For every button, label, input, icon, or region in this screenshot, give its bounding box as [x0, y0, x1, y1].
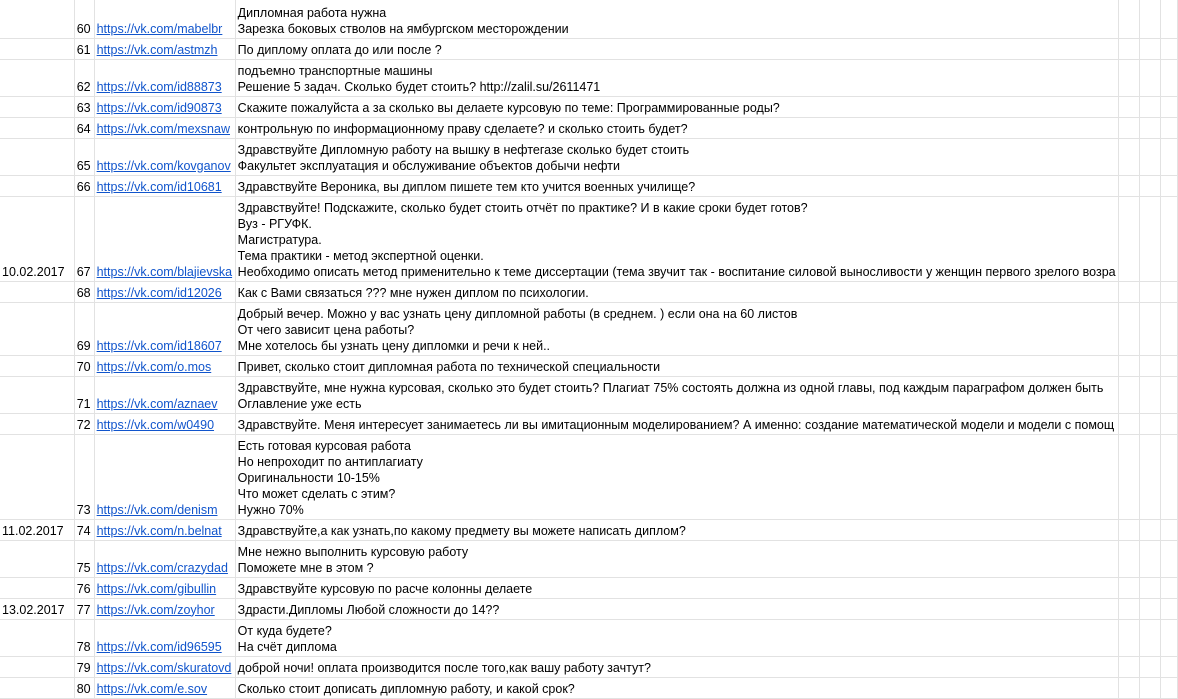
message-cell[interactable]: [235, 519, 1118, 540]
message-line: Как с Вами связаться ??? мне нужен диплом по психологии.: [237, 285, 589, 300]
empty-cell[interactable]: [1118, 656, 1139, 677]
date-cell[interactable]: [0, 96, 74, 117]
empty-cell[interactable]: [1118, 677, 1139, 698]
profile-link[interactable]: https://vk.com/mabelbr: [96, 21, 223, 36]
empty-cell[interactable]: [1139, 138, 1160, 175]
message-cell[interactable]: [235, 355, 1118, 376]
empty-cell[interactable]: [1118, 196, 1139, 281]
message-cell[interactable]: [235, 656, 1118, 677]
empty-cell[interactable]: [1139, 96, 1160, 117]
link-cell[interactable]: [94, 413, 235, 434]
table-row: [0, 656, 1178, 677]
empty-cell[interactable]: [1139, 540, 1160, 577]
number-cell[interactable]: 60: [74, 0, 94, 38]
message-cell[interactable]: [235, 413, 1118, 434]
table-row: [0, 138, 1178, 175]
link-cell[interactable]: [94, 281, 235, 302]
empty-cell[interactable]: [1118, 598, 1139, 619]
link-cell[interactable]: [94, 619, 235, 656]
link-cell[interactable]: [94, 355, 235, 376]
empty-cell[interactable]: [1161, 656, 1178, 677]
date-cell[interactable]: [0, 413, 74, 434]
number-cell[interactable]: 61: [74, 38, 94, 59]
empty-cell[interactable]: [1161, 302, 1178, 355]
number-cell[interactable]: 65: [74, 138, 94, 175]
empty-cell[interactable]: [1139, 59, 1160, 96]
empty-cell[interactable]: [1139, 519, 1160, 540]
empty-cell[interactable]: [1139, 619, 1160, 656]
empty-cell[interactable]: [1161, 138, 1178, 175]
date-cell[interactable]: [0, 38, 74, 59]
profile-link[interactable]: https://vk.com/id12026: [96, 285, 222, 300]
empty-cell[interactable]: [1139, 175, 1160, 196]
table-row: [0, 38, 1178, 59]
empty-cell[interactable]: [1118, 434, 1139, 519]
empty-cell[interactable]: [1161, 434, 1178, 519]
empty-cell[interactable]: [1161, 540, 1178, 577]
number-cell[interactable]: 68: [74, 281, 94, 302]
table-row: [0, 376, 1178, 413]
message-cell[interactable]: [235, 619, 1118, 656]
message-line: Дипломная работа нужна: [237, 5, 387, 20]
link-cell[interactable]: [94, 138, 235, 175]
message-cell[interactable]: [235, 434, 1118, 519]
empty-cell[interactable]: [1118, 519, 1139, 540]
number-cell[interactable]: 62: [74, 59, 94, 96]
empty-cell[interactable]: [1139, 376, 1160, 413]
empty-cell[interactable]: [1161, 38, 1178, 59]
date-cell[interactable]: [0, 302, 74, 355]
message-line: Зарезка боковых стволов на ямбургском месторождении: [237, 21, 569, 36]
table-row: [0, 355, 1178, 376]
table-row: [0, 0, 1178, 38]
empty-cell[interactable]: [1139, 38, 1160, 59]
message-line: Здравствуйте Вероника, вы диплом пишете тем кто учится военных училище?: [237, 179, 696, 194]
profile-link[interactable]: https://vk.com/e.sov: [96, 681, 208, 696]
message-line: Вуз - РГУФК.: [237, 216, 312, 231]
empty-cell[interactable]: [1118, 355, 1139, 376]
message-line: Но непроходит по антиплагиату: [237, 454, 423, 469]
message-line: От чего зависит цена работы?: [237, 322, 415, 337]
empty-cell[interactable]: [1118, 175, 1139, 196]
message-cell[interactable]: [235, 117, 1118, 138]
number-cell[interactable]: 67: [74, 196, 94, 281]
empty-cell[interactable]: [1139, 413, 1160, 434]
message-cell[interactable]: [235, 196, 1118, 281]
message-cell[interactable]: [235, 376, 1118, 413]
empty-cell[interactable]: [1139, 598, 1160, 619]
message-line: Оглавление уже есть: [237, 396, 362, 411]
profile-link[interactable]: https://vk.com/o.mos: [96, 359, 212, 374]
empty-cell[interactable]: [1161, 619, 1178, 656]
date-cell[interactable]: [0, 540, 74, 577]
message-line: Здравствуйте, мне нужна курсовая, сколько это будет стоить? Плагиат 75% состоять должна из одной главы, под каждым параграфом должен быть: [237, 380, 1104, 395]
date-cell[interactable]: [0, 434, 74, 519]
number-cell[interactable]: 70: [74, 355, 94, 376]
table-row: [0, 281, 1178, 302]
empty-cell[interactable]: [1139, 117, 1160, 138]
empty-cell[interactable]: [1139, 196, 1160, 281]
empty-cell[interactable]: [1118, 38, 1139, 59]
number-cell[interactable]: 63: [74, 96, 94, 117]
empty-cell[interactable]: [1118, 96, 1139, 117]
profile-link[interactable]: https://vk.com/id18607: [96, 338, 222, 353]
empty-cell[interactable]: [1118, 540, 1139, 577]
message-line: Тема практики - метод экспертной оценки.: [237, 248, 484, 263]
message-line: Здравствуйте Дипломную работу на вышку в нефтегазе сколько будет стоить: [237, 142, 690, 157]
empty-cell[interactable]: [1161, 355, 1178, 376]
link-cell[interactable]: [94, 59, 235, 96]
date-cell[interactable]: [0, 117, 74, 138]
number-cell[interactable]: 77: [74, 598, 94, 619]
profile-link[interactable]: https://vk.com/kovganov: [96, 158, 231, 173]
message-line: подъемно транспортные машины: [237, 63, 433, 78]
link-cell[interactable]: [94, 175, 235, 196]
empty-cell[interactable]: [1161, 677, 1178, 698]
date-cell[interactable]: 10.02.2017: [0, 196, 74, 281]
table-row: [0, 413, 1178, 434]
number-cell[interactable]: 66: [74, 175, 94, 196]
empty-cell[interactable]: [1161, 59, 1178, 96]
date-cell[interactable]: 11.02.2017: [0, 519, 74, 540]
link-cell[interactable]: [94, 376, 235, 413]
number-cell[interactable]: 75: [74, 540, 94, 577]
message-line: Магистратура.: [237, 232, 322, 247]
profile-link[interactable]: https://vk.com/n.belnat: [96, 523, 222, 538]
profile-link[interactable]: https://vk.com/denism: [96, 502, 218, 517]
profile-link[interactable]: https://vk.com/astmzh: [96, 42, 218, 57]
empty-cell[interactable]: [1118, 138, 1139, 175]
empty-cell[interactable]: [1118, 577, 1139, 598]
profile-link[interactable]: https://vk.com/id90873: [96, 100, 222, 115]
number-cell[interactable]: 73: [74, 434, 94, 519]
table-row: [0, 434, 1178, 519]
link-cell[interactable]: [94, 677, 235, 698]
empty-cell[interactable]: [1118, 0, 1139, 38]
number-cell[interactable]: 78: [74, 619, 94, 656]
empty-cell[interactable]: [1161, 0, 1178, 38]
date-cell[interactable]: [0, 59, 74, 96]
link-cell[interactable]: [94, 519, 235, 540]
empty-cell[interactable]: [1139, 434, 1160, 519]
link-cell[interactable]: [94, 302, 235, 355]
empty-cell[interactable]: [1161, 175, 1178, 196]
message-cell[interactable]: [235, 96, 1118, 117]
message-line: На счёт диплома: [237, 639, 337, 654]
empty-cell[interactable]: [1161, 376, 1178, 413]
message-line: По диплому оплата до или после ?: [237, 42, 442, 57]
message-line: Что может сделать с этим?: [237, 486, 396, 501]
message-line: Мне нежно выполнить курсовую работу: [237, 544, 469, 559]
empty-cell[interactable]: [1118, 281, 1139, 302]
message-cell[interactable]: [235, 540, 1118, 577]
date-cell[interactable]: [0, 175, 74, 196]
link-cell[interactable]: [94, 38, 235, 59]
empty-cell[interactable]: [1161, 598, 1178, 619]
number-cell[interactable]: 64: [74, 117, 94, 138]
link-cell[interactable]: [94, 577, 235, 598]
table-row: [0, 519, 1178, 540]
date-cell[interactable]: [0, 619, 74, 656]
message-line: Поможете мне в этом ?: [237, 560, 374, 575]
number-cell[interactable]: 74: [74, 519, 94, 540]
table-row: [0, 175, 1178, 196]
empty-cell[interactable]: [1161, 117, 1178, 138]
date-cell[interactable]: [0, 677, 74, 698]
link-cell[interactable]: [94, 0, 235, 38]
date-cell[interactable]: [0, 355, 74, 376]
profile-link[interactable]: https://vk.com/id10681: [96, 179, 222, 194]
table-row: [0, 302, 1178, 355]
empty-cell[interactable]: [1118, 376, 1139, 413]
number-cell[interactable]: 71: [74, 376, 94, 413]
message-line: Оригинальности 10-15%: [237, 470, 380, 485]
empty-cell[interactable]: [1161, 96, 1178, 117]
table-row: [0, 96, 1178, 117]
message-line: Скажите пожалуйста а за сколько вы делаете курсовую по теме: Программированные роды?: [237, 100, 780, 115]
link-cell[interactable]: [94, 196, 235, 281]
table-row: [0, 59, 1178, 96]
message-line: Нужно 70%: [237, 502, 304, 517]
message-line: Сколько стоит дописать дипломную работу, и какой срок?: [237, 681, 575, 696]
date-cell[interactable]: [0, 376, 74, 413]
empty-cell[interactable]: [1139, 577, 1160, 598]
number-cell[interactable]: 72: [74, 413, 94, 434]
date-cell[interactable]: 13.02.2017: [0, 598, 74, 619]
profile-link[interactable]: https://vk.com/mexsnaw: [96, 121, 230, 136]
message-line: Решение 5 задач. Сколько будет стоить? http://zalil.su/2611471: [237, 79, 601, 94]
message-cell[interactable]: [235, 175, 1118, 196]
message-line: Мне хотелось бы узнать цену дипломки и речи к ней..: [237, 338, 551, 353]
message-cell[interactable]: [235, 598, 1118, 619]
table-row: [0, 619, 1178, 656]
empty-cell[interactable]: [1118, 302, 1139, 355]
profile-link[interactable]: https://vk.com/id96595: [96, 639, 222, 654]
link-cell[interactable]: [94, 96, 235, 117]
table-row: [0, 540, 1178, 577]
profile-link[interactable]: https://vk.com/crazydad: [96, 560, 228, 575]
message-line: От куда будете?: [237, 623, 332, 638]
date-cell[interactable]: [0, 0, 74, 38]
table-row: [0, 117, 1178, 138]
message-cell[interactable]: [235, 677, 1118, 698]
profile-link[interactable]: https://vk.com/skuratovd: [96, 660, 232, 675]
message-line: Здравствуйте. Меня интересует занимаетесь ли вы имитационным моделированием? А именно: создание математической модели и модели с помощ: [237, 417, 1115, 432]
empty-cell[interactable]: [1139, 0, 1160, 38]
empty-cell[interactable]: [1118, 59, 1139, 96]
date-cell[interactable]: [0, 577, 74, 598]
empty-cell[interactable]: [1161, 196, 1178, 281]
message-line: Здрасти.Дипломы Любой сложности до 14??: [237, 602, 500, 617]
message-cell[interactable]: [235, 38, 1118, 59]
message-line: Здравствуйте,а как узнать,по какому предмету вы можете написать диплом?: [237, 523, 686, 538]
profile-link[interactable]: https://vk.com/id88873: [96, 79, 222, 94]
profile-link[interactable]: https://vk.com/gibullin: [96, 581, 217, 596]
empty-cell[interactable]: [1161, 281, 1178, 302]
message-line: Добрый вечер. Можно у вас узнать цену дипломной работы (в среднем. ) если она на 60 листов: [237, 306, 798, 321]
number-cell[interactable]: 80: [74, 677, 94, 698]
message-line: Необходимо описать метод применительно к теме диссертации (тема звучит так - воспитание силовой выносливости у женщин первого зрелого возра: [237, 264, 1116, 279]
number-cell[interactable]: 69: [74, 302, 94, 355]
profile-link[interactable]: https://vk.com/zoyhor: [96, 602, 215, 617]
message-line: Факультет эксплуатация и обслуживание объектов добычи нефти: [237, 158, 620, 173]
link-cell[interactable]: [94, 540, 235, 577]
empty-cell[interactable]: [1161, 519, 1178, 540]
empty-cell[interactable]: [1139, 656, 1160, 677]
empty-cell[interactable]: [1118, 413, 1139, 434]
message-line: Привет, сколько стоит дипломная работа по технической специальности: [237, 359, 661, 374]
profile-link[interactable]: https://vk.com/w0490: [96, 417, 215, 432]
message-line: доброй ночи! оплата производится после того,как вашу работу зачтут?: [237, 660, 651, 675]
number-cell[interactable]: 76: [74, 577, 94, 598]
number-cell[interactable]: 79: [74, 656, 94, 677]
empty-cell[interactable]: [1139, 302, 1160, 355]
message-cell[interactable]: [235, 577, 1118, 598]
date-cell[interactable]: [0, 138, 74, 175]
link-cell[interactable]: [94, 656, 235, 677]
empty-cell[interactable]: [1118, 619, 1139, 656]
table-row: [0, 577, 1178, 598]
message-cell[interactable]: [235, 302, 1118, 355]
message-line: контрольную по информационному праву сделаете? и сколько стоить будет?: [237, 121, 688, 136]
message-cell[interactable]: [235, 138, 1118, 175]
empty-cell[interactable]: [1118, 117, 1139, 138]
message-cell[interactable]: [235, 0, 1118, 38]
message-line: Есть готовая курсовая работа: [237, 438, 412, 453]
table-row: [0, 196, 1178, 281]
profile-link[interactable]: https://vk.com/aznaev: [96, 396, 218, 411]
message-line: Здравствуйте! Подскажите, сколько будет стоить отчёт по практике? И в какие сроки будет готов?: [237, 200, 808, 215]
message-cell[interactable]: [235, 281, 1118, 302]
empty-cell[interactable]: [1161, 413, 1178, 434]
date-cell[interactable]: [0, 281, 74, 302]
message-cell[interactable]: [235, 59, 1118, 96]
date-cell[interactable]: [0, 656, 74, 677]
table-row: [0, 598, 1178, 619]
link-cell[interactable]: [94, 598, 235, 619]
table-row: [0, 677, 1178, 698]
message-line: Здравствуйте курсовую по расче колонны делаете: [237, 581, 533, 596]
empty-cell[interactable]: [1139, 677, 1160, 698]
link-cell[interactable]: [94, 434, 235, 519]
profile-link[interactable]: https://vk.com/blajievska: [96, 264, 233, 279]
link-cell[interactable]: [94, 117, 235, 138]
empty-cell[interactable]: [1139, 355, 1160, 376]
empty-cell[interactable]: [1139, 281, 1160, 302]
empty-cell[interactable]: [1161, 577, 1178, 598]
